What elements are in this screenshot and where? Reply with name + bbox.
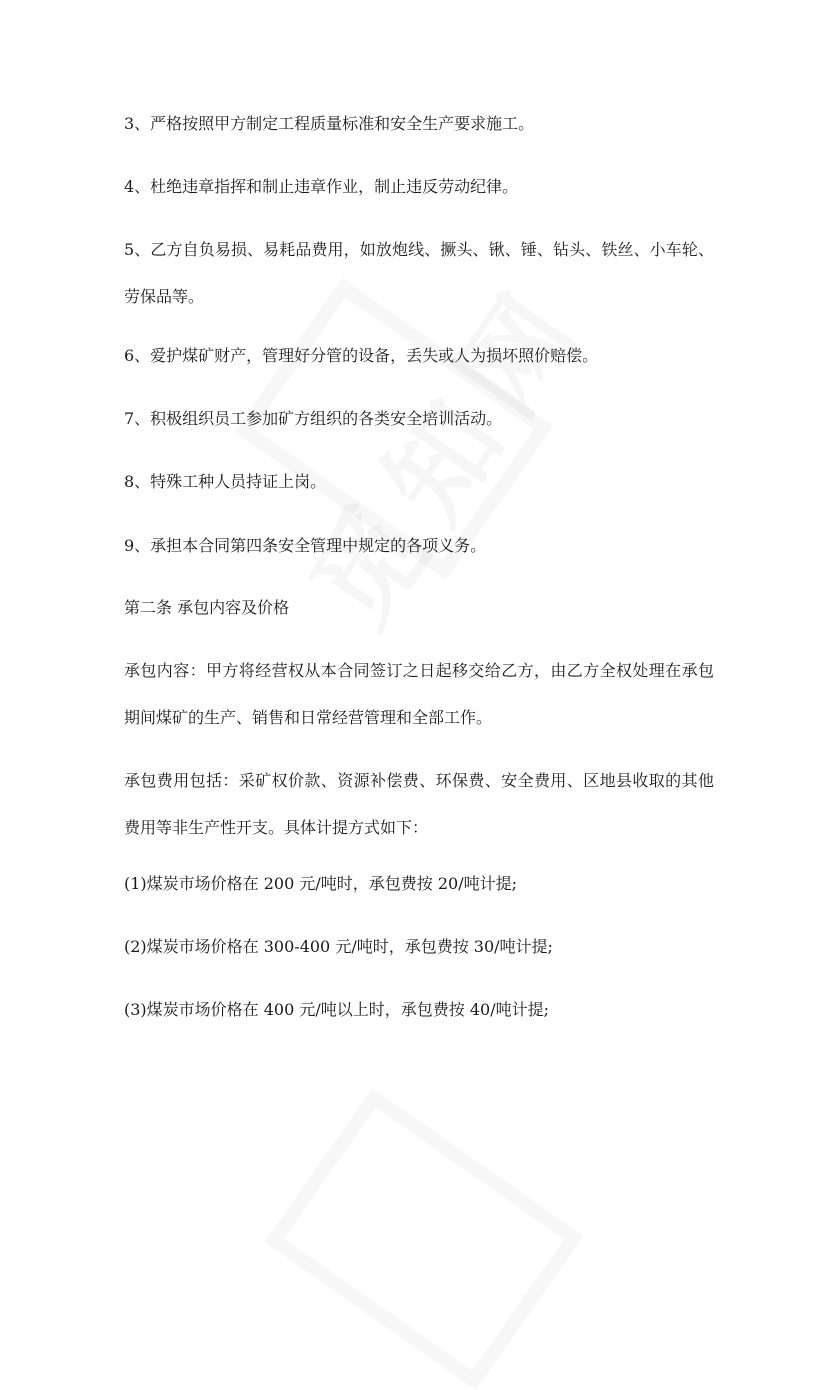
paragraph-item-6: 6、爱护煤矿财产，管理好分管的设备，丢失或人为损坏照价赔偿。 — [124, 346, 599, 365]
paragraph-contract-fees: 承包费用包括：采矿权价款、资源补偿费、环保费、安全费用、区地县收取的其他费用等非生产性开支。具体计提方式如下： — [124, 771, 714, 837]
price-tier-1: (1)煤炭市场价格在 200 元/吨时，承包费按 20/吨计提; — [124, 874, 517, 893]
paragraph-item-5: 5、乙方自负易损、易耗品费用，如放炮线、撅头、锹、锤、钻头、铁丝、小车轮、劳保品等。 — [124, 240, 714, 306]
paragraph-contract-content: 承包内容：甲方将经营权从本合同签订之日起移交给乙方，由乙方全权处理在承包期间煤矿的生产、销售和日常经营管理和全部工作。 — [124, 661, 714, 727]
price-tier-2: (2)煤炭市场价格在 300-400 元/吨时，承包费按 30/吨计提; — [124, 937, 553, 956]
section-heading: 第二条 承包内容及价格 — [124, 598, 290, 617]
watermark-frame-bottom — [264, 1088, 583, 1390]
paragraph-item-8: 8、特殊工种人员持证上岗。 — [124, 472, 327, 491]
paragraph-item-9: 9、承担本合同第四条安全管理中规定的各项义务。 — [124, 536, 487, 555]
paragraph-item-3: 3、严格按照甲方制定工程质量标准和安全生产要求施工。 — [124, 114, 535, 133]
watermark-frame — [234, 278, 553, 580]
paragraph-item-4: 4、杜绝违章指挥和制止违章作业，制止违反劳动纪律。 — [124, 177, 519, 196]
paragraph-item-7: 7、积极组织员工参加矿方组织的各类安全培训活动。 — [124, 409, 503, 428]
price-tier-3: (3)煤炭市场价格在 400 元/吨以上时，承包费按 40/吨计提; — [124, 1000, 549, 1019]
